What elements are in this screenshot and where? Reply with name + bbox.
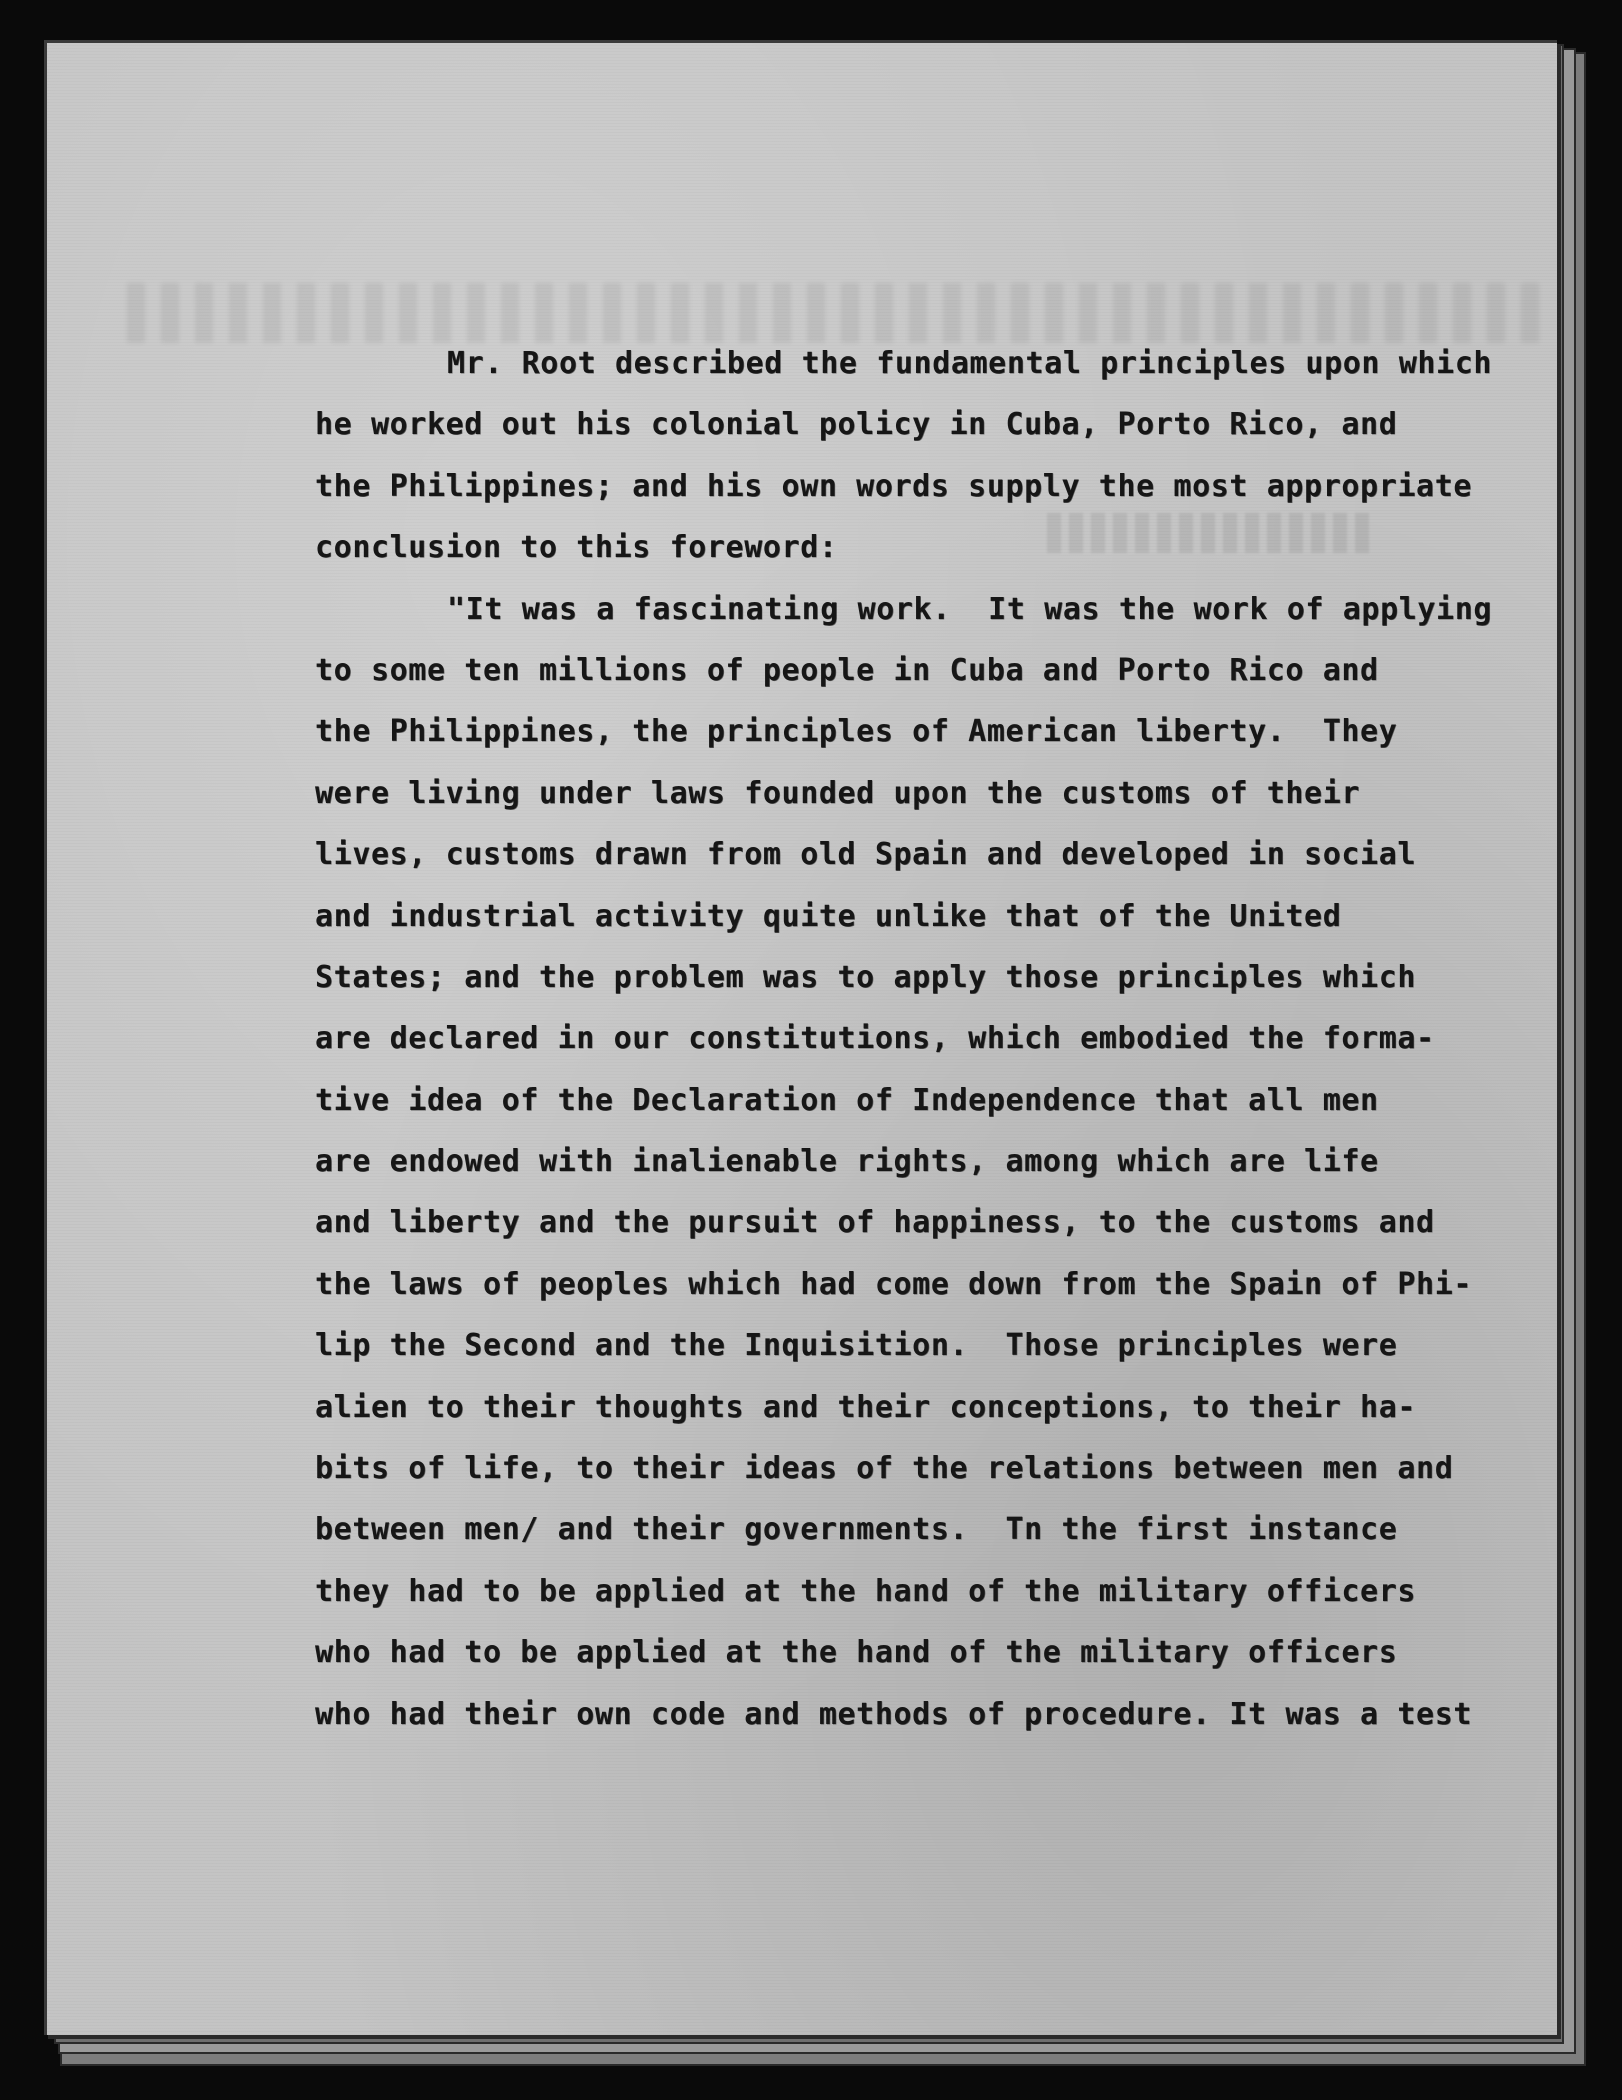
text-line: alien to their thoughts and their conceptions, to their ha- (315, 1389, 1417, 1425)
text-line: the Philippines, the principles of American liberty. They (315, 714, 1398, 750)
text-line: and industrial activity quite unlike that of the United (315, 898, 1342, 934)
typewritten-page (44, 40, 1557, 2035)
text-line: the Philippines; and his own words supply the most appropriate (315, 468, 1473, 504)
text-line: lip the Second and the Inquisition. Those principles were (315, 1328, 1398, 1364)
text-line: lives, customs drawn from old Spain and developed in social (315, 837, 1417, 873)
text-line: who had their own code and methods of procedure. It was a test (315, 1696, 1473, 1732)
text-line: the laws of peoples which had come down from the Spain of Phi- (315, 1266, 1473, 1302)
text-line: tive idea of the Declaration of Independence that all men (315, 1082, 1379, 1118)
text-line: who had to be applied at the hand of the military officers (315, 1635, 1398, 1671)
text-line: States; and the problem was to apply those principles which (315, 959, 1417, 995)
text-line: are endowed with inalienable rights, among which are life (315, 1144, 1379, 1180)
text-line: Mr. Root described the fundamental principles upon which (447, 346, 1493, 381)
text-line: "It was a fascinating work. It was the work of applying (447, 591, 1493, 627)
body-text (315, 333, 1515, 1745)
text-line: between men/ and their governments. Tn the first instance (315, 1512, 1398, 1548)
text-line: conclusion to this foreword: (315, 530, 838, 566)
text-line: and liberty and the pursuit of happiness, to the customs and (315, 1205, 1435, 1241)
text-line: were living under laws founded upon the customs of their (315, 775, 1361, 811)
text-line: they had to be applied at the hand of the military officers (315, 1573, 1417, 1609)
text-line: bits of life, to their ideas of the relations between men and (315, 1451, 1454, 1487)
text-line: to some ten millions of people in Cuba and Porto Rico and (315, 652, 1379, 688)
text-line: are declared in our constitutions, which embodied the forma- (315, 1021, 1435, 1057)
text-line: he worked out his colonial policy in Cuba, Porto Rico, and (315, 407, 1398, 443)
